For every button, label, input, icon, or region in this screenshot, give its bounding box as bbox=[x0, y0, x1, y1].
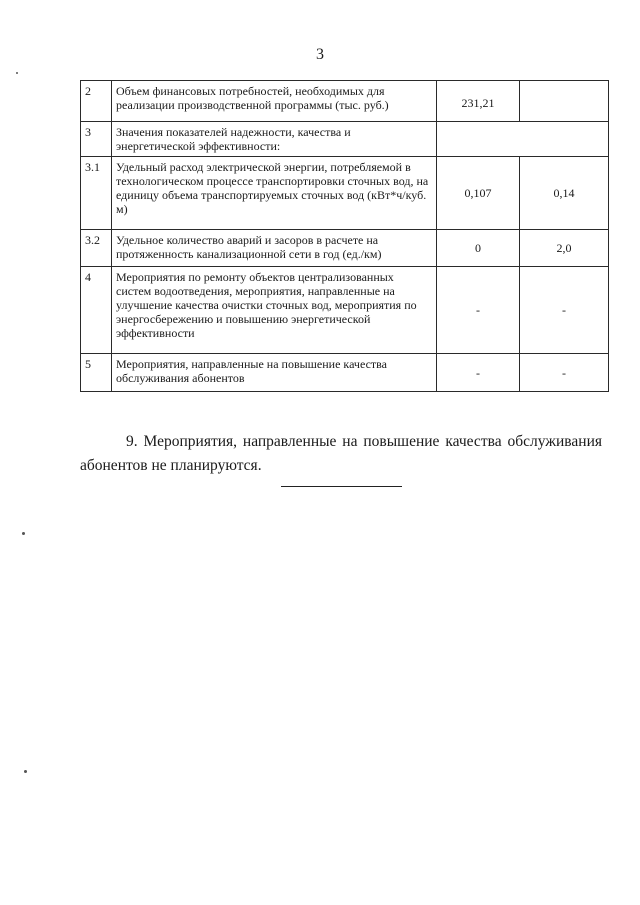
row-value2-cell: - bbox=[520, 267, 609, 354]
row-description-cell: Удельный расход электрической энергии, потребляемой в технологическом процессе транспортировки сточных вод, на единицу объема транспортируемых сточных вод (кВт*ч/куб. м) bbox=[112, 157, 437, 230]
scan-speck bbox=[24, 770, 27, 773]
row-value2-cell bbox=[520, 81, 609, 122]
row-value2-cell: 0,14 bbox=[520, 157, 609, 230]
row-number-cell: 3 bbox=[81, 122, 112, 157]
row-number-cell: 2 bbox=[81, 81, 112, 122]
table-row bbox=[81, 230, 609, 267]
row-value-cell: - bbox=[437, 267, 520, 354]
row-number-cell: 4 bbox=[81, 267, 112, 354]
row-number-cell: 3.2 bbox=[81, 230, 112, 267]
row-value-cell: 0 bbox=[437, 230, 520, 267]
closing-paragraph: 9. Мероприятия, направленные на повышение качества обслуживания абонентов не планируются. bbox=[80, 433, 602, 474]
row-description-cell: Объем финансовых потребностей, необходимых для реализации производственной программы (тыс. руб.) bbox=[112, 81, 437, 122]
row-description-cell: Значения показателей надежности, качества и энергетической эффективности: bbox=[112, 122, 437, 157]
table-row bbox=[81, 354, 609, 392]
row-value2-cell: - bbox=[520, 354, 609, 392]
row-value2-cell: 2,0 bbox=[520, 230, 609, 267]
scan-speck bbox=[16, 72, 18, 74]
scan-speck bbox=[22, 532, 25, 535]
row-value-cell: 231,21 bbox=[437, 81, 520, 122]
end-divider bbox=[281, 486, 402, 487]
row-description-cell: Мероприятия, направленные на повышение качества обслуживания абонентов bbox=[112, 354, 437, 392]
table-row bbox=[81, 267, 609, 354]
row-number-cell: 5 bbox=[81, 354, 112, 392]
row-description-cell: Удельное количество аварий и засоров в расчете на протяженность канализационной сети в год (ед./км) bbox=[112, 230, 437, 267]
row-value-cell: - bbox=[437, 354, 520, 392]
row-value-cell bbox=[437, 122, 609, 157]
row-description-cell: Мероприятия по ремонту объектов централизованных систем водоотведения, мероприятия, направленные на улучшение качества очистки сточных вод, мероприятия по энергосбережению и повышению энергетической эффективности bbox=[112, 267, 437, 354]
page-number: 3 bbox=[316, 46, 324, 63]
table-row bbox=[81, 157, 609, 230]
row-value-cell: 0,107 bbox=[437, 157, 520, 230]
row-number-cell: 3.1 bbox=[81, 157, 112, 230]
table-row bbox=[81, 81, 609, 122]
table-row bbox=[81, 122, 609, 157]
indicators-table bbox=[80, 80, 609, 392]
